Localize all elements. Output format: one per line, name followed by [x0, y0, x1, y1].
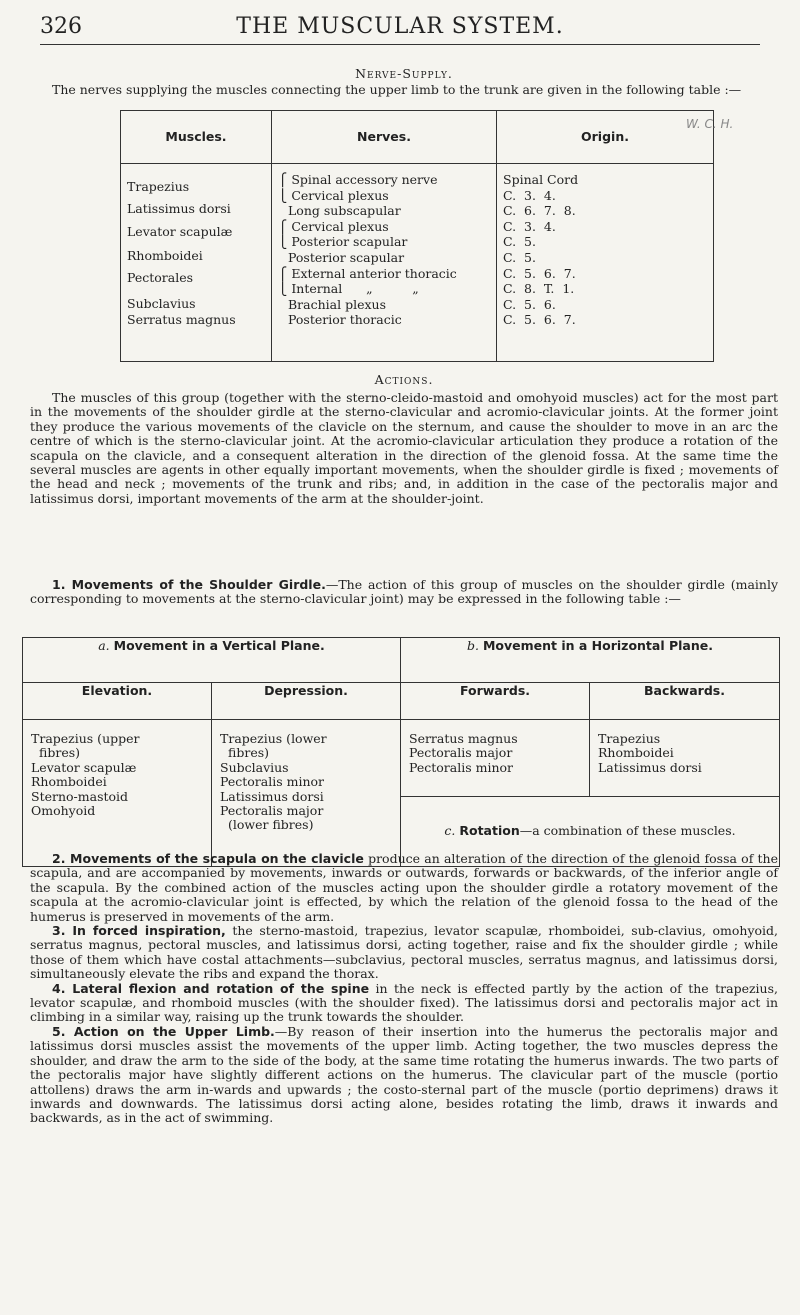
col-origin: Origin.: [497, 111, 714, 164]
section-1-head: 1. Movements of the Shoulder Girdle.: [52, 577, 326, 592]
nerve-item: Long subscapular: [288, 203, 401, 219]
rotation-label: c.: [444, 823, 456, 839]
rotation-head: Rotation: [459, 823, 520, 839]
page-number: 326: [40, 14, 82, 39]
depression-item: Latissimus dorsi: [220, 788, 324, 804]
nerve-item: ⎧ External anterior thoracic: [278, 265, 457, 281]
nerve-item: Posterior thoracic: [288, 312, 402, 328]
elevation-item: Omohyoid: [31, 803, 96, 819]
horizontal-plane-header: [401, 638, 780, 683]
running-title: THE MUSCULAR SYSTEM.: [236, 14, 564, 39]
section-4: [30, 982, 778, 1025]
rotation-text: —a combination of these muscles.: [519, 823, 736, 839]
vertical-label: a.: [98, 638, 110, 653]
origin-item: C. 6. 7. 8.: [503, 203, 576, 219]
muscles-cell: [121, 164, 272, 362]
origin-item: C. 8. T. 1.: [503, 281, 575, 297]
page-header: [40, 8, 760, 45]
nerve-item: ⎧ Spinal accessory nerve: [278, 172, 438, 187]
actions-heading: Actions.: [374, 372, 434, 387]
nerve-item: Posterior scapular: [288, 249, 405, 265]
elevation-item: Levator scapulæ: [31, 759, 137, 775]
nerve-item: Brachial plexus: [288, 296, 386, 312]
elevation-item: fibres): [39, 745, 81, 761]
depression-item: Pectoralis major: [220, 803, 324, 819]
section-4-head: 4. Lateral flexion and rotation of the spine: [52, 980, 370, 996]
muscle-item: Levator scapulæ: [127, 224, 233, 239]
section-5: [30, 1025, 778, 1126]
muscle-item: Serratus magnus: [127, 312, 236, 327]
nerve-item: ⎩ Cervical plexus: [278, 187, 389, 203]
section-2-head: 2. Movements of the scapula on the clavicle: [52, 851, 364, 866]
actions-paragraph: The muscles of this group (together with the sterno-cleido-mastoid and omohyoid muscles) act for the most part in the movements of the shoulder girdle at the sterno-clavicular and acromio-clavicular joints. At the former joint they produce the various movements of the clavicle on the sternum, and cause the shoulder to move in an arc the centre of which is the sterno-clavicular joint. At the acromio-clavicular articulation they produce a rotation of the scapula on the clavicle, and a consequent alteration in the direction of the glenoid fossa. At the same time the several muscles are agents in other equally important movements, when the shoulder girdle is fixed ; movements of the head and neck ; movements of the trunk and ribs; and, in addition in the case of the pectoralis major and latissimus dorsi, important movements of the arm at the shoulder-joint.: [30, 390, 778, 506]
depression-cell: [212, 720, 401, 867]
section-3-head: 3. In forced inspiration,: [52, 923, 226, 939]
horizontal-title: Movement in a Horizontal Plane.: [482, 638, 713, 653]
col-depression: Depression.: [212, 683, 401, 720]
col-muscles: Muscles.: [121, 111, 272, 164]
sections: [30, 852, 778, 1126]
col-elevation: Elevation.: [23, 683, 212, 720]
muscle-item: Subclavius: [127, 296, 196, 311]
nerve-supply-table: [120, 110, 714, 362]
vertical-plane-header: [23, 638, 401, 683]
section-4-text: in the neck is effected partly by the action of the trapezius, levator scapulæ, and rhomboid muscles (with the shoulder fixed). The latissimus dorsi and pectoralis major act in climbing in a similar way, raising up the trunk towards the shoulder.: [30, 980, 778, 1025]
forwards-item: Pectoralis major: [409, 745, 513, 761]
movement-table: [22, 637, 780, 867]
muscle-item: Pectorales: [127, 270, 194, 285]
muscle-item: Latissimus dorsi: [127, 201, 231, 216]
elevation-item: Trapezius (upper: [31, 731, 140, 746]
backwards-item: Trapezius: [598, 731, 661, 746]
origin-cell: [497, 164, 714, 362]
horizontal-label: b.: [467, 638, 479, 653]
origin-item: C. 5. 6.: [503, 296, 556, 312]
depression-item: (lower fibres): [228, 817, 314, 833]
depression-item: Subclavius: [220, 759, 289, 775]
depression-item: Pectoralis minor: [220, 774, 325, 790]
section-2: [30, 852, 778, 924]
muscle-item: Trapezius: [127, 179, 190, 194]
backwards-cell: [590, 720, 780, 797]
origin-item: C. 5. 6. 7.: [503, 312, 576, 328]
col-forwards: Forwards.: [401, 683, 590, 720]
depression-item: fibres): [228, 745, 270, 761]
section-3-text: the sterno-mastoid, trapezius, levator scapulæ, rhomboidei, sub-clavius, omohyoid, serratus magnus, pectoral muscles, and latissimus dorsi, acting together, raise and fix the shoulder girdle ; while those of them which have costal attachments—subclavius, pectoral muscles, serratus magnus, and latissimus dorsi, simultaneously elevate the ribs and expand the thorax.: [30, 923, 779, 982]
muscle-item: Rhomboidei: [127, 248, 203, 263]
depression-item: Trapezius (lower: [220, 731, 327, 746]
origin-item: C. 5.: [503, 234, 536, 250]
elevation-cell: [23, 720, 212, 867]
section-3: [30, 924, 778, 982]
nerve-item: ⎩ Internal „ „: [278, 281, 419, 297]
nerve-supply-heading: Nerve-Supply.: [355, 66, 453, 81]
handwritten-annotation: W. C. H.: [686, 117, 734, 131]
elevation-item: Sterno-mastoid: [31, 788, 129, 804]
vertical-title: Movement in a Vertical Plane.: [113, 638, 325, 653]
origin-item: C. 3. 4.: [503, 187, 556, 203]
section-1: [30, 578, 778, 607]
backwards-item: Rhomboidei: [598, 745, 674, 761]
origin-item: C. 5.: [503, 249, 536, 265]
nerve-item: ⎩ Posterior scapular: [278, 234, 408, 250]
col-backwards: Backwards.: [590, 683, 780, 720]
origin-item: Spinal Cord: [503, 172, 579, 187]
col-nerves: Nerves.: [272, 111, 497, 164]
forwards-item: Pectoralis minor: [409, 759, 514, 775]
forwards-cell: [401, 720, 590, 797]
forwards-item: Serratus magnus: [409, 731, 518, 746]
nerve-supply-intro: The nerves supplying the muscles connecting the upper limb to the trunk are given in the following table :—: [52, 82, 742, 97]
elevation-item: Rhomboidei: [31, 774, 107, 790]
backwards-item: Latissimus dorsi: [598, 759, 702, 775]
section-5-text: —By reason of their insertion into the humerus the pectoralis major and latissimus dorsi muscles assist the movements of the upper limb. Acting together, the two muscles depress the shoulder, and draw the arm to the side of the body, at the same time rotating the humerus inwards. The two parts of the pectoralis major have slightly different actions on the humerus. The clavicular part of the muscle (portio attollens) draws the arm in-wards and upwards ; the costo-sternal part of the muscle (portio deprimens) draws it inwards and downwards. The latissimus dorsi acting alone, besides rotating the limb, draws it inwards and backwards, as in the act of swimming.: [30, 1023, 778, 1126]
section-2-text: produce an alteration of the direction of the glenoid fossa of the scapula, and are accompanied by movements, inwards or outwards, forwards or backwards, of the inferior angle of the scapula. By the combined action of the muscles acting upon the shoulder girdle a rotatory movement of the scapula at the acromio-clavicular joint is effected, by which the relation of the glenoid fossa to the head of the humerus is preserved in movements of the arm.: [30, 851, 779, 924]
section-1-text: —The action of this group of muscles on the shoulder girdle (mainly corresponding to movements at the sterno-clavicular joint) may be expressed in the following table :—: [30, 577, 779, 607]
section-5-head: 5. Action on the Upper Limb.: [52, 1023, 275, 1039]
origin-item: C. 3. 4.: [503, 218, 556, 234]
nerves-cell: [272, 164, 497, 362]
origin-item: C. 5. 6. 7.: [503, 265, 576, 281]
nerve-item: ⎧ Cervical plexus: [278, 218, 389, 234]
